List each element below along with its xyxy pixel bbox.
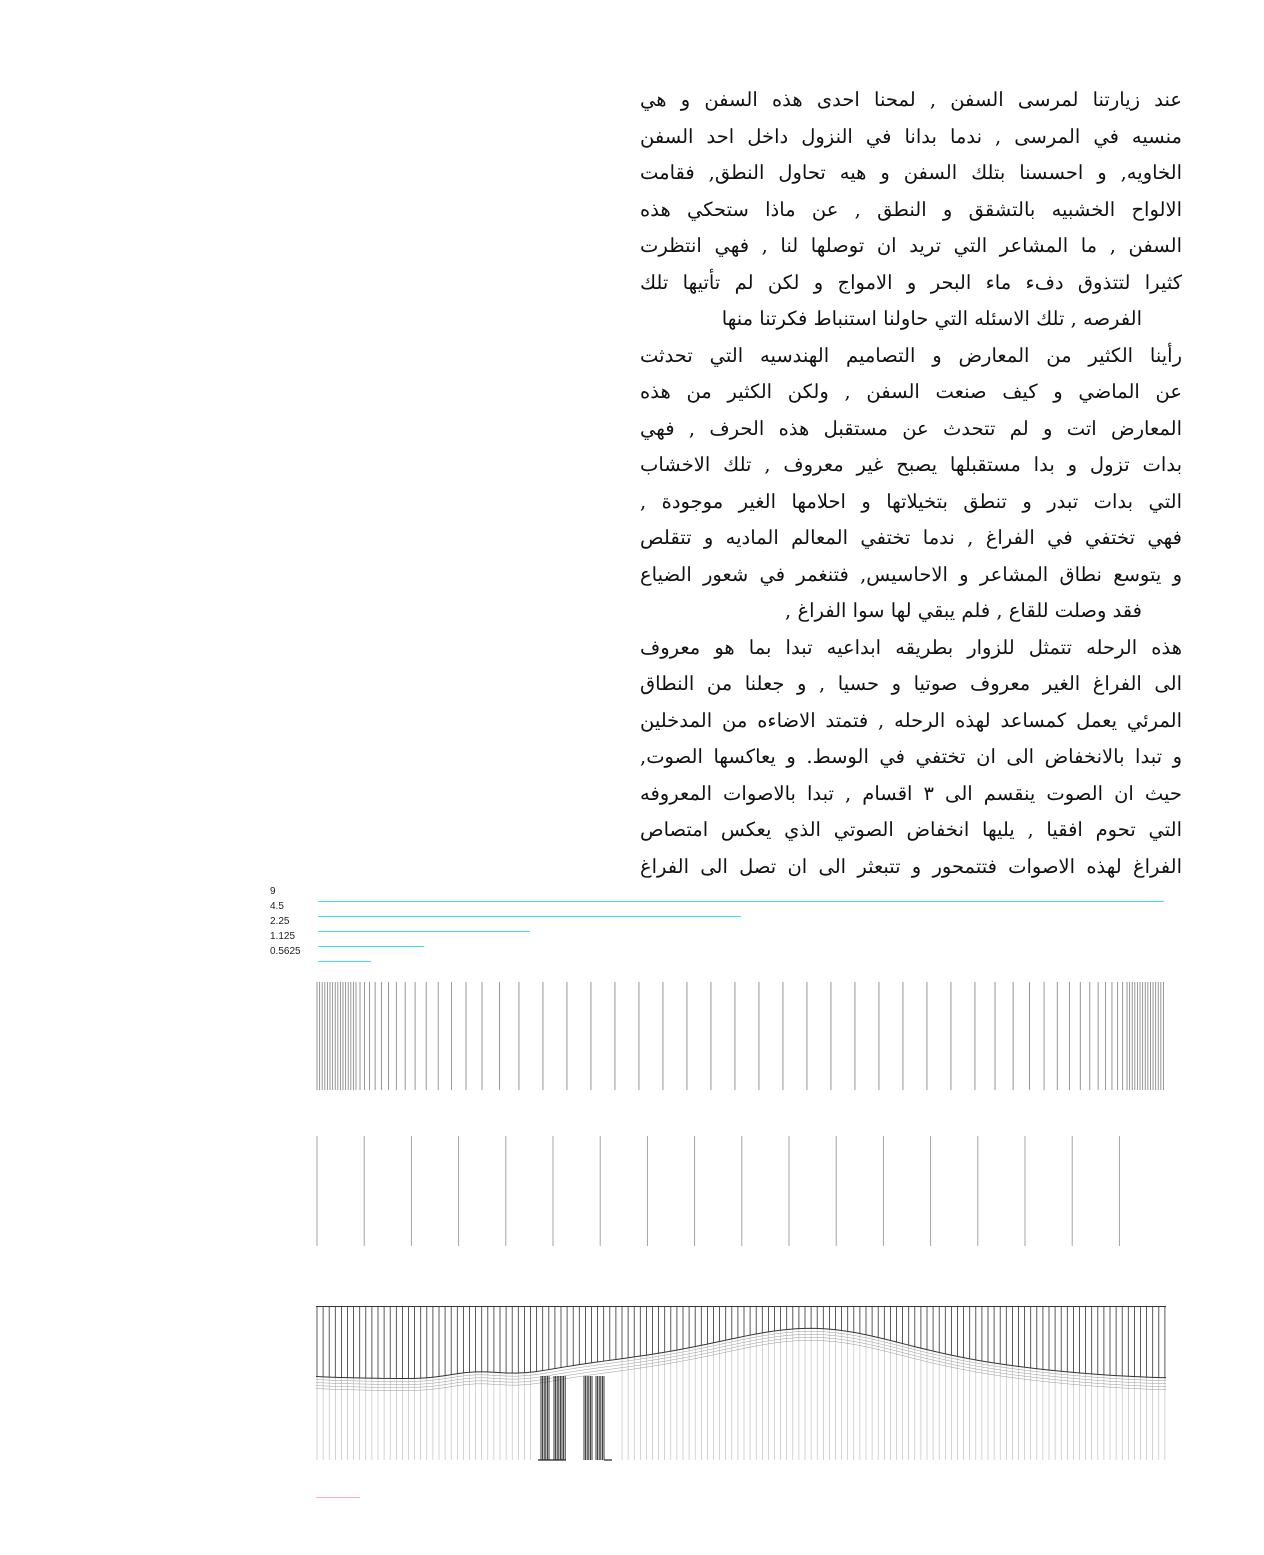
section-contour: [986, 1371, 996, 1373]
section-contour: [596, 1367, 606, 1368]
section-contour: [1026, 1367, 1036, 1368]
section-contour: [756, 1341, 766, 1343]
section-contour: [436, 1381, 446, 1382]
section-contour: [426, 1386, 436, 1387]
section-contour: [986, 1368, 996, 1370]
text-line: المرئي يعمل كمساعد لهذه الرحله , فتمتد الاضاءه من المدخلين: [640, 708, 1182, 732]
section-contour: [786, 1341, 796, 1342]
text-line: التي تحوم افقيا , يليها انخفاض الصوتي الذي يعكس امتصاص: [640, 818, 1182, 841]
section-contour: [546, 1368, 556, 1370]
section-contour: [686, 1355, 696, 1357]
section-contour: [886, 1339, 896, 1341]
section-contour: [616, 1358, 626, 1359]
section-contour: [426, 1377, 436, 1378]
section-contour: [1046, 1376, 1056, 1377]
section-contour: [676, 1348, 686, 1350]
section-contour: [866, 1341, 876, 1343]
section-contour: [896, 1351, 906, 1354]
section-contour: [896, 1354, 906, 1357]
section-contour: [786, 1338, 796, 1339]
section-contour: [726, 1347, 736, 1349]
section-contour: [1086, 1385, 1096, 1386]
section-contour: [496, 1375, 506, 1376]
section-contour: [576, 1373, 586, 1374]
section-contour: [716, 1340, 726, 1342]
section-contour: [946, 1357, 956, 1359]
scale-label: 0.5625: [270, 946, 301, 957]
scale-bar: [318, 916, 741, 917]
section-contour: [1046, 1382, 1056, 1383]
section-contour: [526, 1378, 536, 1379]
section-contour: [1106, 1381, 1116, 1382]
section-contour: [736, 1342, 746, 1344]
section-contour: [466, 1381, 476, 1382]
section-contour: [926, 1355, 936, 1357]
section-contour: [526, 1381, 536, 1382]
section-contour: [786, 1329, 796, 1330]
section-contour: [1076, 1379, 1086, 1380]
section-contour: [1076, 1376, 1086, 1377]
section-contour: [616, 1361, 626, 1362]
section-contour: [466, 1372, 476, 1373]
section-contour: [896, 1342, 906, 1345]
section-contour: [636, 1361, 646, 1362]
section-contour: [896, 1348, 906, 1351]
section-contour: [646, 1366, 656, 1368]
section-contour: [1106, 1384, 1116, 1385]
section-contour: [1036, 1372, 1046, 1373]
essay-text: [640, 82, 1182, 885]
section-contour: [676, 1354, 686, 1356]
section-contour: [996, 1363, 1006, 1364]
section-contour: [526, 1375, 536, 1376]
section-contour: [866, 1335, 876, 1337]
section-contour: [826, 1329, 836, 1330]
red-scale-mark: [316, 1497, 360, 1498]
text-line: الى الفراغ الغير معروف صوتيا و حسيا , و جعلنا من النطاق: [640, 672, 1182, 695]
section-contour: [646, 1363, 656, 1365]
section-contour: [586, 1365, 596, 1366]
section-contour: [986, 1362, 996, 1364]
section-contour: [496, 1372, 506, 1373]
section-contour: [606, 1368, 616, 1369]
section-contour: [726, 1341, 736, 1343]
text-line: و يتوسع نطاق المشاعر و الاحاسيس, فتنغمر في شعور الضياع: [640, 562, 1182, 586]
section-contour: [686, 1346, 696, 1348]
section-contour: [616, 1367, 626, 1368]
section-contour: [856, 1345, 866, 1347]
section-contour: [716, 1352, 726, 1354]
section-contour: [976, 1360, 986, 1362]
section-contour: [716, 1343, 726, 1345]
sound-density-diagram: [316, 982, 1166, 1090]
section-contour: [836, 1339, 846, 1340]
section-contour: [786, 1332, 796, 1333]
section-contour: [776, 1342, 786, 1343]
section-contour: [776, 1339, 786, 1340]
section-contour: [566, 1371, 576, 1373]
section-contour: [1106, 1375, 1116, 1376]
text-line: عن الماضي و كيف صنعت السفن , ولكن الكثير من هذه: [640, 380, 1182, 403]
section-contour: [1046, 1370, 1056, 1371]
section-contour: [546, 1374, 556, 1376]
text-line: رأينا الكثير من المعارض و التصاميم الهندسيه التي تحدثت: [640, 343, 1182, 367]
text-line: حيث ان الصوت ينقسم الى ٣ اقسام , تبدا بالاصوات المعروفه: [640, 781, 1182, 805]
section-contour: [636, 1355, 646, 1356]
section-contour: [566, 1368, 576, 1370]
section-contour: [496, 1381, 506, 1382]
section-contour: [756, 1344, 766, 1346]
section-contour: [746, 1334, 756, 1336]
section-contour: [566, 1377, 576, 1379]
section-contour: [746, 1337, 756, 1339]
section-contour: [556, 1373, 566, 1375]
text-line: هذه الرحله تتمثل للزوار بطريقه ابداعيه تبدا بما هو معروف: [640, 635, 1182, 659]
section-contour: [436, 1387, 446, 1388]
section-contour: [926, 1361, 936, 1363]
section-contour: [526, 1384, 536, 1385]
section-contour: [1106, 1378, 1116, 1379]
section-contour: [1086, 1373, 1096, 1374]
section-contour: [726, 1338, 736, 1340]
section-contour: [1076, 1385, 1086, 1386]
section-contour: [756, 1335, 766, 1337]
section-contour: [1006, 1365, 1016, 1366]
section-contour: [996, 1372, 1006, 1373]
regular-rhythm-diagram: [316, 1136, 1166, 1246]
section-contour: [986, 1374, 996, 1376]
section-contour: [676, 1351, 686, 1353]
scale-bar: [318, 901, 1164, 902]
section-contour: [966, 1358, 976, 1360]
scale-label: 4.5: [270, 901, 284, 912]
section-contour: [1046, 1379, 1056, 1380]
text-line: التي بدات تبدر و تنطق بتخيلاتها و احلامها الغير موجودة ,: [640, 489, 1182, 513]
section-contour: [426, 1389, 436, 1390]
section-contour: [946, 1366, 956, 1368]
section-contour: [1116, 1385, 1126, 1386]
section-contour: [606, 1365, 616, 1366]
section-contour: [826, 1332, 836, 1333]
section-contour: [586, 1371, 596, 1372]
section-contour: [526, 1372, 536, 1373]
section-contour: [1036, 1381, 1046, 1382]
section-contour: [1036, 1369, 1046, 1370]
section-contour: [826, 1335, 836, 1336]
text-line: عند زيارتنا لمرسى السفن , لمحنا احدى هذه السفن و هي: [640, 88, 1182, 111]
section-contour: [546, 1371, 556, 1373]
section-contour: [736, 1339, 746, 1341]
section-contour: [746, 1346, 756, 1348]
section-contour: [1116, 1388, 1126, 1389]
section-contour: [716, 1349, 726, 1351]
section-contour: [606, 1359, 616, 1360]
section-contour: [1076, 1373, 1086, 1374]
section-contour: [586, 1362, 596, 1363]
section-contour: [976, 1363, 986, 1365]
section-contour: [946, 1363, 956, 1365]
section-contour: [536, 1373, 546, 1375]
section-contour: [776, 1330, 786, 1331]
section-contour: [646, 1357, 656, 1359]
section-contour: [466, 1378, 476, 1379]
section-contour: [886, 1348, 896, 1350]
section-contour: [1036, 1378, 1046, 1379]
section-lines-svg: [316, 1306, 1166, 1478]
section-contour: [416, 1381, 426, 1382]
section-contour: [1006, 1374, 1016, 1375]
section-contour: [596, 1370, 606, 1371]
text-line: المعارض اتت و لم تتحدث عن مستقبل هذه الحرف , فهي: [640, 416, 1182, 440]
section-contour: [746, 1340, 756, 1342]
section-contour: [426, 1380, 436, 1381]
section-contour: [886, 1342, 896, 1344]
section-contour: [966, 1364, 976, 1366]
section-contour: [836, 1333, 846, 1334]
section-contour: [786, 1335, 796, 1336]
section-contour: [596, 1364, 606, 1365]
section-contour: [996, 1375, 1006, 1376]
section-contour: [936, 1355, 946, 1357]
section-contour: [836, 1330, 846, 1331]
text-line: بدات تزول و بدا مستقبلها يصبح غير معروف , تلك الاخشاب: [640, 453, 1182, 476]
section-contour: [436, 1375, 446, 1376]
section-contour: [966, 1361, 976, 1363]
section-contour: [466, 1384, 476, 1385]
section-contour: [886, 1351, 896, 1353]
section-contour: [896, 1345, 906, 1348]
section-contour: [486, 1372, 496, 1373]
section-contour: [416, 1384, 426, 1385]
section-contour: [686, 1349, 696, 1351]
text-line: الالواح الخشبيه بالتشقق و النطق , عن ماذا ستحكي هذه: [640, 197, 1182, 221]
section-contour: [736, 1345, 746, 1347]
void-section-diagram: [316, 1306, 1166, 1478]
text-line: الخاويه, و احسسنا بتلك السفن و هيه تحاول النطق, فقامت: [640, 161, 1182, 184]
section-contour: [576, 1364, 586, 1365]
text-line: منسيه في المرسى , ندما بدانا في النزول داخل احد السفن: [640, 124, 1182, 148]
section-contour: [676, 1360, 686, 1362]
section-contour: [1006, 1371, 1016, 1372]
section-contour: [1086, 1379, 1096, 1380]
section-contour: [976, 1366, 986, 1368]
section-contour: [616, 1364, 626, 1365]
section-contour: [586, 1368, 596, 1369]
scale-bar: [318, 931, 530, 932]
section-contour: [946, 1360, 956, 1362]
section-contour: [576, 1367, 586, 1368]
text-line: كثيرا لتتذوق دفء ماء البحر و الامواج و لكن لم تأتيها تلك: [640, 270, 1182, 294]
section-contour: [1006, 1368, 1016, 1369]
scale-bar: [318, 961, 371, 962]
section-contour: [1116, 1382, 1126, 1383]
section-contour: [636, 1358, 646, 1359]
section-contour: [576, 1370, 586, 1371]
section-contour: [746, 1343, 756, 1345]
section-contour: [566, 1374, 576, 1376]
section-contour: [416, 1390, 426, 1391]
scale-legend: [268, 886, 1168, 966]
text-line: فهي تختفي في الفراغ , ندما تختفي المعالم الماديه و تتقلص: [640, 526, 1182, 549]
section-contour: [716, 1346, 726, 1348]
scale-label: 9: [270, 886, 276, 897]
section-contour: [496, 1384, 506, 1385]
section-contour: [976, 1369, 986, 1371]
section-contour: [1096, 1374, 1106, 1375]
section-contour: [866, 1347, 876, 1349]
section-contour: [936, 1364, 946, 1366]
section-contour: [866, 1338, 876, 1340]
section-contour: [756, 1332, 766, 1334]
section-contour: [1086, 1382, 1096, 1383]
section-contour: [496, 1378, 506, 1379]
section-contour: [836, 1342, 846, 1343]
section-contour: [686, 1358, 696, 1360]
section-contour: [726, 1350, 736, 1352]
section-contour: [466, 1375, 476, 1376]
section-contour: [926, 1349, 936, 1351]
section-contour: [996, 1366, 1006, 1367]
section-contour: [866, 1344, 876, 1346]
section-contour: [576, 1376, 586, 1377]
section-contour: [966, 1370, 976, 1372]
density-lines-svg: [316, 982, 1166, 1090]
section-contour: [536, 1370, 546, 1372]
section-contour: [856, 1333, 866, 1335]
section-contour: [936, 1352, 946, 1354]
section-contour: [966, 1367, 976, 1369]
section-contour: [1116, 1376, 1126, 1377]
section-contour: [926, 1352, 936, 1354]
section-contour: [1036, 1375, 1046, 1376]
section-contour: [986, 1365, 996, 1367]
section-contour: [616, 1370, 626, 1371]
section-contour: [936, 1361, 946, 1363]
section-contour: [1056, 1371, 1066, 1372]
section-contour: [736, 1348, 746, 1350]
scale-label: 2.25: [270, 916, 290, 927]
section-contour: [826, 1338, 836, 1339]
section-contour: [726, 1344, 736, 1346]
text-line: و تبدا بالانخفاض الى ان تختفي في الوسط. و يعاكسها الصوت,: [640, 745, 1182, 768]
section-contour: [596, 1373, 606, 1374]
section-contour: [416, 1387, 426, 1388]
section-contour: [856, 1342, 866, 1344]
text-line: السفن , ما المشاعر التي تريد ان توصلها لنا , فهي انتظرت: [640, 234, 1182, 257]
text-line: فقد وصلت للقاع , فلم يبقي لها سوا الفراغ ,: [785, 599, 1142, 622]
section-contour: [776, 1336, 786, 1337]
section-contour: [1086, 1376, 1096, 1377]
section-contour: [636, 1367, 646, 1368]
section-contour: [836, 1336, 846, 1337]
section-contour: [436, 1378, 446, 1379]
section-contour: [856, 1339, 866, 1341]
section-contour: [606, 1362, 616, 1363]
section-contour: [1006, 1377, 1016, 1378]
section-contour: [586, 1374, 596, 1375]
section-contour: [936, 1358, 946, 1360]
section-contour: [436, 1384, 446, 1385]
section-contour: [826, 1341, 836, 1342]
section-contour: [556, 1370, 566, 1372]
section-contour: [996, 1369, 1006, 1370]
scale-bar: [318, 946, 424, 947]
section-contour: [856, 1336, 866, 1338]
section-contour: [1076, 1382, 1086, 1383]
text-line: الفرصه , تلك الاسئله التي حاولنا استنباط فكرتنا منها: [721, 307, 1142, 330]
section-contour: [676, 1357, 686, 1359]
section-contour: [646, 1360, 656, 1362]
section-contour: [776, 1333, 786, 1334]
section-contour: [926, 1358, 936, 1360]
section-contour: [686, 1352, 696, 1354]
section-contour: [1116, 1379, 1126, 1380]
scale-label: 1.125: [270, 931, 296, 942]
section-contour: [1106, 1387, 1116, 1388]
section-contour: [756, 1338, 766, 1340]
section-contour: [976, 1372, 986, 1374]
section-contour: [886, 1345, 896, 1347]
section-contour: [606, 1371, 616, 1372]
section-contour: [1046, 1373, 1056, 1374]
section-contour: [426, 1383, 436, 1384]
section-contour: [646, 1354, 656, 1356]
section-contour: [636, 1364, 646, 1365]
rhythm-lines-svg: [316, 1136, 1166, 1246]
section-contour: [416, 1378, 426, 1379]
text-line: الفراغ لهذه الاصوات فتتمحور و تتبعثر الى ان تصل الى الفراغ: [640, 854, 1182, 878]
